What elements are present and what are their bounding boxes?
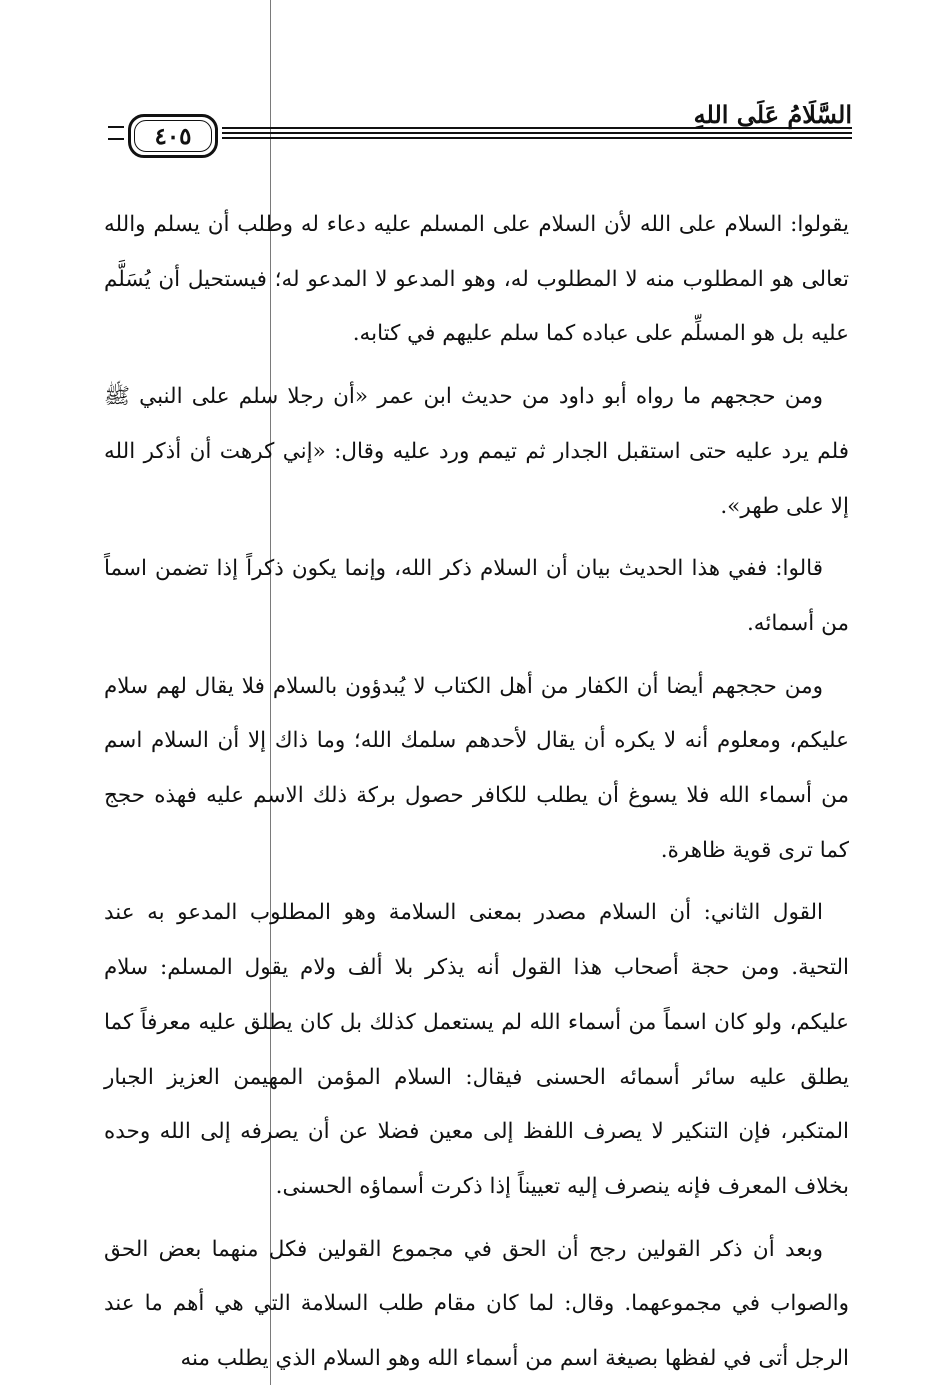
paragraph: ومن حججهم ما رواه أبو داود من حديث ابن عمر «أن رجلا سلم على النبي ﷺ فلم يرد عليه حتى استقبل الجدار ثم تيمم ورد عليه وقال: «إني كرهت أن أذكر الله إلا على طهر». [104,384,849,519]
paragraph: ومن حججهم أيضا أن الكفار من أهل الكتاب لا يُبدؤون بالسلام فلا يقال لهم سلام عليكم، ومعلوم أنه لا يكره أن يقال لأحدهم سلمك الله؛ وما ذاك إلا أن السلام اسم من أسماء الله فلا يسوغ أن يطلب للكافر حصول بركة ذلك الاسم عليه فهذه حجج كما ترى قوية ظاهرة. [104,673,849,863]
paragraph: وبعد أن ذكر القولين رجح أن الحق في مجموع القولين فكل منهما بعض الحق والصواب في مجموعهما. وقال: لما كان مقام طلب السلامة التي هي أهم ما عند الرجل أتى في لفظها بصيغة اسم من أسماء الله وهو السلام الذي يطلب منه [104,1236,849,1372]
header-rule-left [108,126,124,140]
page-body [104,198,849,1372]
paragraph: القول الثاني: أن السلام مصدر بمعنى السلامة وهو المطلوب المدعو به عند التحية. ومن حجة أصحاب هذا القول أنه يذكر بلا ألف ولام يقول المسلم: سلام عليكم، ولو كان اسماً من أسماء الله لم يستعمل كذلك بل كان يطلق عليه معرفاً كما يطلق عليه سائر أسمائه الحسنى فيقال: السلام المؤمن المهيمن العزيز الجبار المتكبر، فإن التنكير لا يصرف اللفظ إلى معين فضلا عن أن يصرفه إلى الله وحده بخلاف المعرف فإنه ينصرف إليه تعييناً إذا ذكرت أسماؤه الحسنى. [104,900,849,1199]
paragraph: قالوا: ففي هذا الحديث بيان أن السلام ذكر الله، وإنما يكون ذكراً إذا تضمن اسماً من أسمائه. [104,556,849,636]
page-number: ٤٠٥ [134,120,212,152]
running-title: السَّلَامُ عَلَى اللهِ [693,100,852,129]
page-number-frame [128,114,218,158]
page-header [100,100,852,172]
paragraph: يقولوا: السلام على الله لأن السلام على المسلم عليه دعاء له وطلب أن يسلم والله تعالى هو المطلوب منه لا المطلوب له، وهو المدعو لا المدعو له؛ فيستحيل أن يُسَلَّم عليه بل هو المسلِّم على عباده كما سلم عليهم في كتابه. [104,212,849,347]
